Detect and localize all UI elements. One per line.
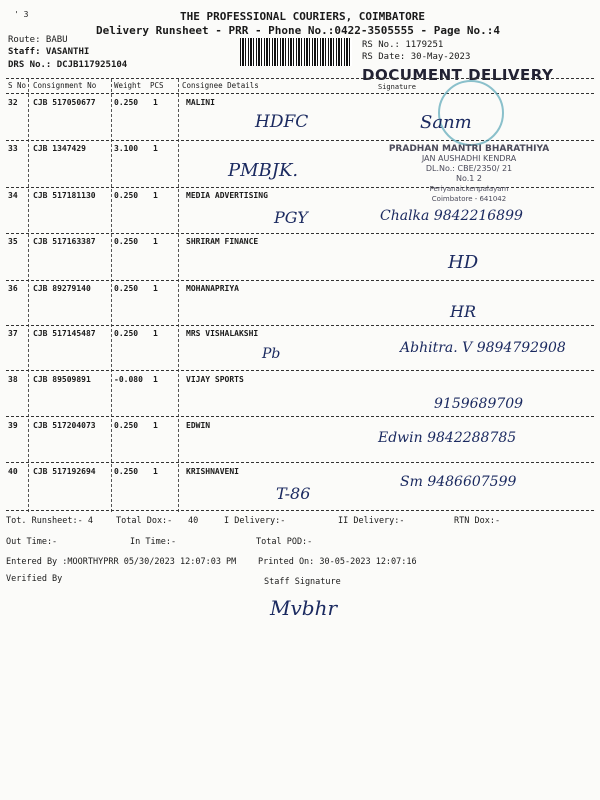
row-rule (6, 280, 594, 281)
entered-by: Entered By :MOORTHYPRR 05/30/2023 12:07:03 PM (6, 557, 237, 567)
rs-number: RS No.: 1179251 (362, 40, 444, 50)
row-note: PMBJK. (228, 160, 299, 181)
column-header-consignment: Consignment No (33, 81, 97, 90)
row-weight: 0.250 (114, 467, 139, 476)
staff-signature-scrawl: Mvbhr (270, 596, 338, 620)
row-consignee: EDWIN (186, 421, 211, 430)
row-sno: 35 (8, 237, 18, 246)
row-signature: Chalka 9842216899 (380, 208, 523, 224)
row-consignment-no: CJB 517050677 (33, 98, 96, 107)
row-signature: Abhitra. V 9894792908 (400, 340, 566, 356)
row-pcs: 1 (153, 191, 158, 200)
stamp-line: DL.No.: CBE/2350/ 21 (425, 164, 513, 173)
second-delivery-label: II Delivery:- (338, 516, 405, 526)
total-dox-value: 40 (188, 516, 199, 526)
signature-column-label: Signature (378, 83, 416, 91)
stamp-line: Periyanaickenpalayam (429, 185, 509, 193)
col-divider (178, 79, 179, 512)
col-divider (28, 79, 29, 512)
row-consignment-no: CJB 1347429 (33, 144, 86, 153)
total-dox-label: Total Dox:- (116, 516, 173, 526)
barcode (240, 38, 352, 66)
row-consignment-no: CJB 517181130 (33, 191, 96, 200)
rs-date: RS Date: 30-May-2023 (362, 52, 471, 62)
row-rule (6, 325, 594, 326)
row-sno: 39 (8, 421, 18, 430)
table-header-rule (6, 93, 594, 94)
row-signature: Sanm (420, 112, 472, 133)
row-sno: 40 (8, 467, 18, 476)
row-weight: 0.250 (114, 284, 139, 293)
stamp-line: No.1 2 (455, 174, 482, 183)
row-consignment-no: CJB 517145487 (33, 329, 96, 338)
row-weight: 0.250 (114, 237, 139, 246)
pharmacy-stamp (384, 144, 554, 203)
row-signature: 9159689709 (434, 396, 524, 412)
row-note: T-86 (276, 484, 311, 503)
row-consignment-no: CJB 517204073 (33, 421, 96, 430)
row-rule (6, 462, 594, 463)
row-sno: 37 (8, 329, 18, 338)
row-pcs: 1 (153, 98, 158, 107)
row-note: HDFC (255, 112, 309, 132)
row-pcs: 1 (153, 467, 158, 476)
staff-signature-label: Staff Signature (264, 577, 341, 587)
row-weight: -0.080 (114, 375, 143, 384)
row-weight: 0.250 (114, 191, 139, 200)
table-bottom-rule (6, 510, 594, 511)
row-consignee: MRS VISHALAKSHI (186, 329, 259, 338)
row-pcs: 1 (153, 421, 158, 430)
row-consignee: SHRIRAM FINANCE (186, 237, 259, 246)
row-consignee: MALINI (186, 98, 215, 107)
column-header-consignee: Consignee Details (182, 81, 259, 90)
row-pcs: 1 (153, 237, 158, 246)
row-pcs: 1 (153, 144, 158, 153)
row-consignee: MEDIA ADVERTISING (186, 191, 268, 200)
row-signature: HR (450, 302, 476, 321)
row-weight: 3.100 (114, 144, 139, 153)
page-title: THE PROFESSIONAL COURIERS, COIMBATORE (180, 10, 426, 23)
in-time-label: In Time:- (130, 537, 177, 547)
row-consignee: KRISHNAVENI (186, 467, 239, 476)
page-subtitle: Delivery Runsheet - PRR - Phone No.:0422-3505555 - Page No.:4 (96, 24, 500, 37)
row-consignee: MOHANAPRIYA (186, 284, 239, 293)
row-consignment-no: CJB 89279140 (33, 284, 91, 293)
row-note: PGY (274, 208, 308, 227)
corner-mark: ' 3 (14, 10, 29, 19)
row-consignment-no: CJB 517192694 (33, 467, 96, 476)
row-note: Pb (262, 346, 281, 362)
drs-number: DRS No.: DCJB117925104 (8, 60, 128, 70)
return-dox-label: RTN Dox:- (454, 516, 501, 526)
row-pcs: 1 (153, 284, 158, 293)
column-header-pcs: PCS (150, 81, 164, 90)
row-signature: HD (448, 252, 479, 273)
stamp-line: PRADHAN MANTRI BHARATHIYA (388, 144, 550, 154)
row-sno: 32 (8, 98, 18, 107)
row-pcs: 1 (153, 329, 158, 338)
row-sno: 38 (8, 375, 18, 384)
total-pod-label: Total POD:- (256, 537, 313, 547)
row-signature: Sm 9486607599 (400, 474, 517, 490)
printed-on: Printed On: 30-05-2023 12:07:16 (258, 557, 417, 567)
row-rule (6, 233, 594, 234)
table-top-rule (6, 78, 594, 79)
row-weight: 0.250 (114, 329, 139, 338)
row-consignee: VIJAY SPORTS (186, 375, 244, 384)
stamp-line: Coimbatore - 641042 (431, 195, 507, 203)
row-consignment-no: CJB 517163387 (33, 237, 96, 246)
row-rule (6, 140, 594, 141)
row-rule (6, 370, 594, 371)
col-divider (111, 79, 112, 512)
first-delivery-label: I Delivery:- (224, 516, 286, 526)
column-header-sno: S No (8, 81, 27, 90)
document-delivery-stamp: DOCUMENT DELIVERY (362, 66, 554, 84)
row-consignment-no: CJB 89509891 (33, 375, 91, 384)
route-label: Route: BABU (8, 35, 68, 45)
row-sno: 36 (8, 284, 18, 293)
verified-by-label: Verified By (6, 574, 63, 584)
row-weight: 0.250 (114, 421, 139, 430)
stamp-line: JAN AUSHADHI KENDRA (421, 154, 517, 163)
row-sno: 34 (8, 191, 18, 200)
out-time-label: Out Time:- (6, 537, 58, 547)
column-header-weight: Weight (114, 81, 142, 90)
total-runsheet: Tot. Runsheet:- 4 (6, 516, 93, 526)
staff-label: Staff: VASANTHI (8, 47, 90, 57)
row-rule (6, 416, 594, 417)
row-signature: Edwin 9842288785 (378, 430, 517, 446)
row-pcs: 1 (153, 375, 158, 384)
row-sno: 33 (8, 144, 18, 153)
row-weight: 0.250 (114, 98, 139, 107)
